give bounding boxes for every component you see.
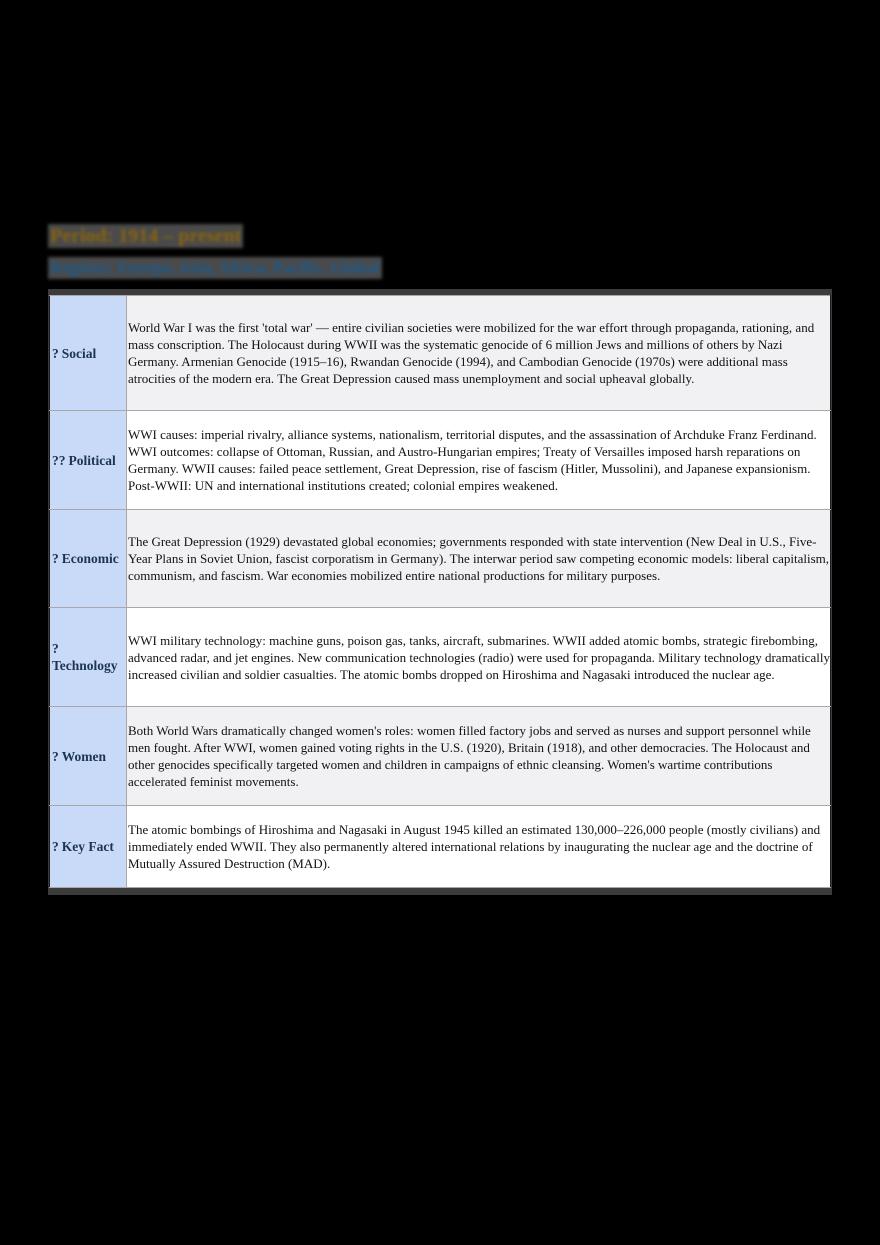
table-row-women xyxy=(50,707,831,806)
row-label-cell xyxy=(50,411,127,510)
row-label-cell xyxy=(50,806,127,888)
social-icon: ? xyxy=(52,345,59,361)
table-row-social xyxy=(50,296,831,411)
row-label: Key Fact xyxy=(61,839,114,854)
row-content: The atomic bombings of Hiroshima and Nagasaki in August 1945 killed an estimated 130,000–226,000 people (mostly civilians) and immediately ended WWII. They also permanently altered international relations by inaugurating the nuclear age and the doctrine of Mutually Assured Destruction (MAD). xyxy=(127,806,831,888)
row-label: Economic xyxy=(61,551,119,566)
row-label-cell xyxy=(50,296,127,411)
table-row-economic xyxy=(50,510,831,608)
row-label-cell xyxy=(50,707,127,806)
technology-icon: ? xyxy=(52,641,59,656)
row-label: Women xyxy=(61,748,107,764)
table-row-key-fact xyxy=(50,806,831,888)
info-table xyxy=(49,295,831,888)
women-icon: ? xyxy=(52,748,59,764)
row-label: Technology xyxy=(52,658,118,673)
table-row-political xyxy=(50,411,831,510)
info-table-container xyxy=(48,289,832,895)
row-label: Social xyxy=(61,345,97,361)
row-content: The Great Depression (1929) devastated global economies; governments responded with state intervention (New Deal in U.S., Five-Year Plans in Soviet Union, fascist corporatism in Germany). The interwar period saw competing economic models: liberal capitalism, communism, and fascism. War economies mobilized entire national productions for military purposes. xyxy=(127,510,831,608)
key-fact-icon: ? xyxy=(52,839,59,854)
row-label-cell xyxy=(50,510,127,608)
row-content: WWI military technology: machine guns, poison gas, tanks, aircraft, submarines. WWII added atomic bombs, strategic firebombing, advanced radar, and jet engines. New communication technologies (radio) were used for propaganda. Military technology dramatically increased civilian and soldier casualties. The atomic bombs dropped on Hiroshima and Nagasaki introduced the nuclear age. xyxy=(127,608,831,707)
row-content: Both World Wars dramatically changed women's roles: women filled factory jobs and served as nurses and support personnel while men fought. After WWI, women gained voting rights in the U.S. (1920), Britain (1918), and other democracies. The Holocaust and other genocides specifically targeted women and children in campaigns of ethnic cleansing. Women's wartime contributions accelerated feminist movements. xyxy=(127,707,831,806)
row-label: Political xyxy=(68,452,116,468)
table-row-technology xyxy=(50,608,831,707)
political-icon: ?? xyxy=(52,452,66,468)
page-subtitle: Regions: Europe, Asia, Africa, Pacific, Global xyxy=(50,258,380,277)
economic-icon: ? xyxy=(52,551,59,566)
row-content: World War I was the first 'total war' — entire civilian societies were mobilized for the war effort through propaganda, rationing, and mass conscription. The Holocaust during WWII was the systematic genocide of 6 million Jews and millions of others by Nazi Germany. Armenian Genocide (1915–16), Rwandan Genocide (1994), and Cambodian Genocide (1970s) were additional mass atrocities of the modern era. The Great Depression caused mass unemployment and social upheaval globally. xyxy=(127,296,831,411)
row-label-cell xyxy=(50,608,127,707)
row-content: WWI causes: imperial rivalry, alliance systems, nationalism, territorial disputes, and the assassination of Archduke Franz Ferdinand. WWI outcomes: collapse of Ottoman, Russian, and Austro-Hungarian empires; Treaty of Versailles imposed harsh reparations on Germany. WWII causes: failed peace settlement, Great Depression, rise of fascism (Hitler, Mussolini), and Japanese expansionism. Post-WWII: UN and international institutions created; colonial empires weakened. xyxy=(127,411,831,510)
page-title: Period: 1914 – present xyxy=(50,225,242,247)
